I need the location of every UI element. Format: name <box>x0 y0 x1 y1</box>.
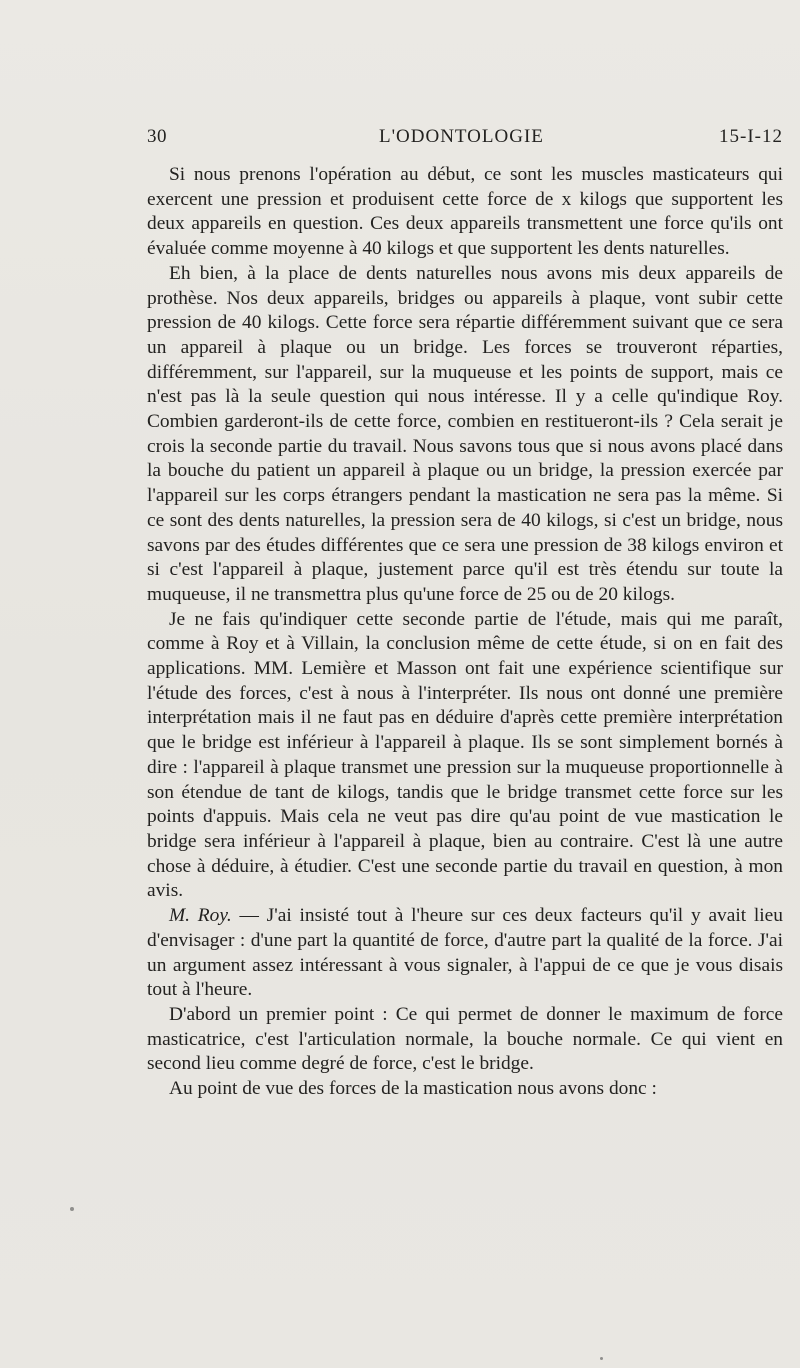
issue-date: 15-I-12 <box>719 126 783 147</box>
paper-speck <box>600 1357 603 1360</box>
paragraph-1: Si nous prenons l'opération au début, ce sont les muscles masticateurs qui exercent une pression et produisent cette force de x kilogs que supportent les deux appareils en question. Ces deux appareils transmettent une force qu'ils ont évaluée comme moyenne à 40 kilogs et que supportent les dents naturelles. <box>147 164 783 260</box>
speaker-name: M. Roy. <box>169 905 232 927</box>
paragraph-6: Au point de vue des forces de la mastication nous avons donc : <box>169 1078 657 1100</box>
paragraph-5: D'abord un premier point : Ce qui permet de donner le maximum de force masticatrice, c'est l'articulation normale, la bouche normale. Ce qui vient en second lieu comme degré de force, c'est le bridge. <box>147 1003 783 1075</box>
paragraph-4 <box>147 904 783 1003</box>
running-head <box>147 126 783 156</box>
speaker-text: — J'ai insisté tout à l'heure sur ces deux facteurs qu'il y avait lieu d'envisager : d'une part la quantité de force, d'autre part la qualité de la force. J'ai un argument assez intéressant à vous signaler, à l'appui de ce que je vous disais tout à l'heure. <box>147 905 783 1001</box>
paragraph-3: Je ne fais qu'indiquer cette seconde partie de l'étude, mais qui me paraît, comme à Roy et à Villain, la conclusion même de cette étude, si on en fait des applications. MM. Lemière et Masson ont fait une expérience scientifique sur l'étude des forces, c'est à nous à l'interpréter. Ils nous ont donné une première interprétation mais il ne faut pas en déduire d'après cette première interprétation que le bridge est inférieur à l'appareil à plaque. Ils se sont simplement bornés à dire : l'appareil à plaque transmet une pression sur la muqueuse proportionnelle à son étendue de tant de kilogs, tandis que le bridge transmet cette force sur les points d'appuis. Mais cela ne veut pas dire qu'au point de vue mastication le bridge sera inférieur à l'appareil à plaque, bien au contraire. C'est là une autre chose à déduire, à étudier. C'est une seconde partie du travail en question, à mon avis. <box>147 608 783 902</box>
paper-speck <box>70 1207 74 1211</box>
page-number: 30 <box>147 126 167 147</box>
journal-title: L'ODONTOLOGIE <box>379 126 544 147</box>
body-text <box>147 163 783 1102</box>
paragraph-2: Eh bien, à la place de dents naturelles nous avons mis deux appareils de prothèse. Nos deux appareils, bridges ou appareils à plaque, vont subir cette pression de 40 kilogs. Cette force sera répartie différemment suivant que ce sera un appareil à plaque ou un bridge. Les forces se trouveront réparties, différemment, sur l'appareil, sur la muqueuse et les points de support, mais ce n'est pas là la seule question qui nous intéresse. Il y a celle qu'indique Roy. Combien garderont-ils de cette force, combien en restitueront-ils ? Cela serait je crois la seconde partie du travail. Nous savons tous que si nous avons placé dans la bouche du patient un appareil à plaque ou un bridge, la pression exercée par l'appareil sur les corps étrangers pendant la mastication ne sera pas la même. Si ce sont des dents naturelles, la pression sera de 40 kilogs, si c'est un bridge, nous savons par des études différentes que ce sera une pression de 38 kilogs environ et si c'est l'appareil à plaque, justement parce qu'il est très étendu sur toute la muqueuse, il ne transmettra plus qu'une force de 25 ou de 20 kilogs. <box>147 262 783 605</box>
